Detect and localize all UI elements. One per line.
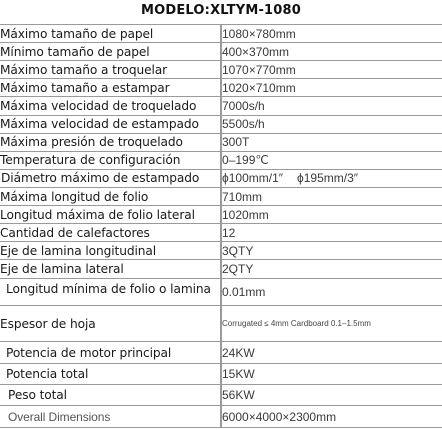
table-row: [0, 151, 442, 169]
table-row: [0, 79, 442, 97]
table-row: [0, 306, 442, 342]
spec-value: 24KW: [221, 342, 442, 363]
table-row: [0, 61, 442, 79]
spec-value: 3QTY: [221, 242, 442, 260]
model-title: MODELO:XLTYM-1080: [140, 3, 302, 18]
spec-value: 1020mm: [221, 206, 442, 224]
spec-value: 15KW: [221, 363, 442, 384]
table-row: [0, 187, 442, 205]
spec-label: Máximo tamaño de papel: [0, 25, 221, 43]
spec-value: 300T: [221, 133, 442, 151]
table-row: [0, 242, 442, 260]
table-row: [0, 406, 442, 428]
table-row: [0, 278, 442, 306]
spec-value: 7000s/h: [221, 97, 442, 115]
spec-value: Corrugated ≤ 4mm Cardboard 0.1–1.5mm: [221, 306, 442, 342]
spec-value: 1080×780mm: [221, 25, 442, 43]
table-row: [0, 206, 442, 224]
table-row: [0, 342, 442, 363]
spec-label: Máxima presión de troquelado: [0, 133, 221, 151]
spec-value: 12: [221, 224, 442, 242]
spec-value: [221, 169, 442, 187]
spec-label: Peso total: [0, 385, 221, 406]
spec-label: Máxima velocidad de troquelado: [0, 97, 221, 115]
table-row: [0, 97, 442, 115]
spec-label: Longitud máxima de folio lateral: [0, 206, 221, 224]
spec-label: Máximo tamaño a troquelar: [0, 61, 221, 79]
table-row: [0, 115, 442, 133]
spec-label: Potencia de motor principal: [0, 342, 221, 363]
spec-value: 6000×4000×2300mm: [221, 406, 442, 428]
spec-label: Longitud mínima de folio o lamina: [0, 278, 221, 306]
table-row: [0, 224, 442, 242]
table-row: [0, 43, 442, 61]
spec-value: 0–199℃: [221, 151, 442, 169]
spec-label: Máximo tamaño a estampar: [0, 79, 221, 97]
spec-label: Máxima longitud de folio: [0, 187, 221, 205]
spec-label: Diámetro máximo de estampado: [0, 169, 221, 187]
spec-value: 5500s/h: [221, 115, 442, 133]
spec-label: Mínimo tamaño de papel: [0, 43, 221, 61]
spec-label: Eje de lamina lateral: [0, 260, 221, 278]
spec-label: Potencia total: [0, 363, 221, 384]
spec-value: 2QTY: [221, 260, 442, 278]
spec-table: [0, 24, 442, 428]
spec-value: 56KW: [221, 385, 442, 406]
spec-value: 400×370mm: [221, 43, 442, 61]
table-row: [0, 169, 442, 187]
spec-value: 0.01mm: [221, 278, 442, 306]
spec-value: 1070×770mm: [221, 61, 442, 79]
spec-label: Cantidad de calefactores: [0, 224, 221, 242]
spec-label: Overall Dimensions: [0, 406, 221, 428]
spec-label: Temperatura de configuración: [0, 151, 221, 169]
stamp-diameter-small: ϕ100mm/1″: [222, 171, 283, 186]
stamp-diameter-large: ϕ195mm/3″: [297, 171, 358, 186]
table-row: [0, 133, 442, 151]
table-row: [0, 385, 442, 406]
table-row: [0, 25, 442, 43]
table-row: [0, 363, 442, 384]
spec-label: Espesor de hoja: [0, 306, 221, 342]
spec-value: 1020×710mm: [221, 79, 442, 97]
spec-label: Máxima velocidad de estampado: [0, 115, 221, 133]
spec-label: Eje de lamina longitudinal: [0, 242, 221, 260]
table-row: [0, 260, 442, 278]
spec-value: 710mm: [221, 187, 442, 205]
